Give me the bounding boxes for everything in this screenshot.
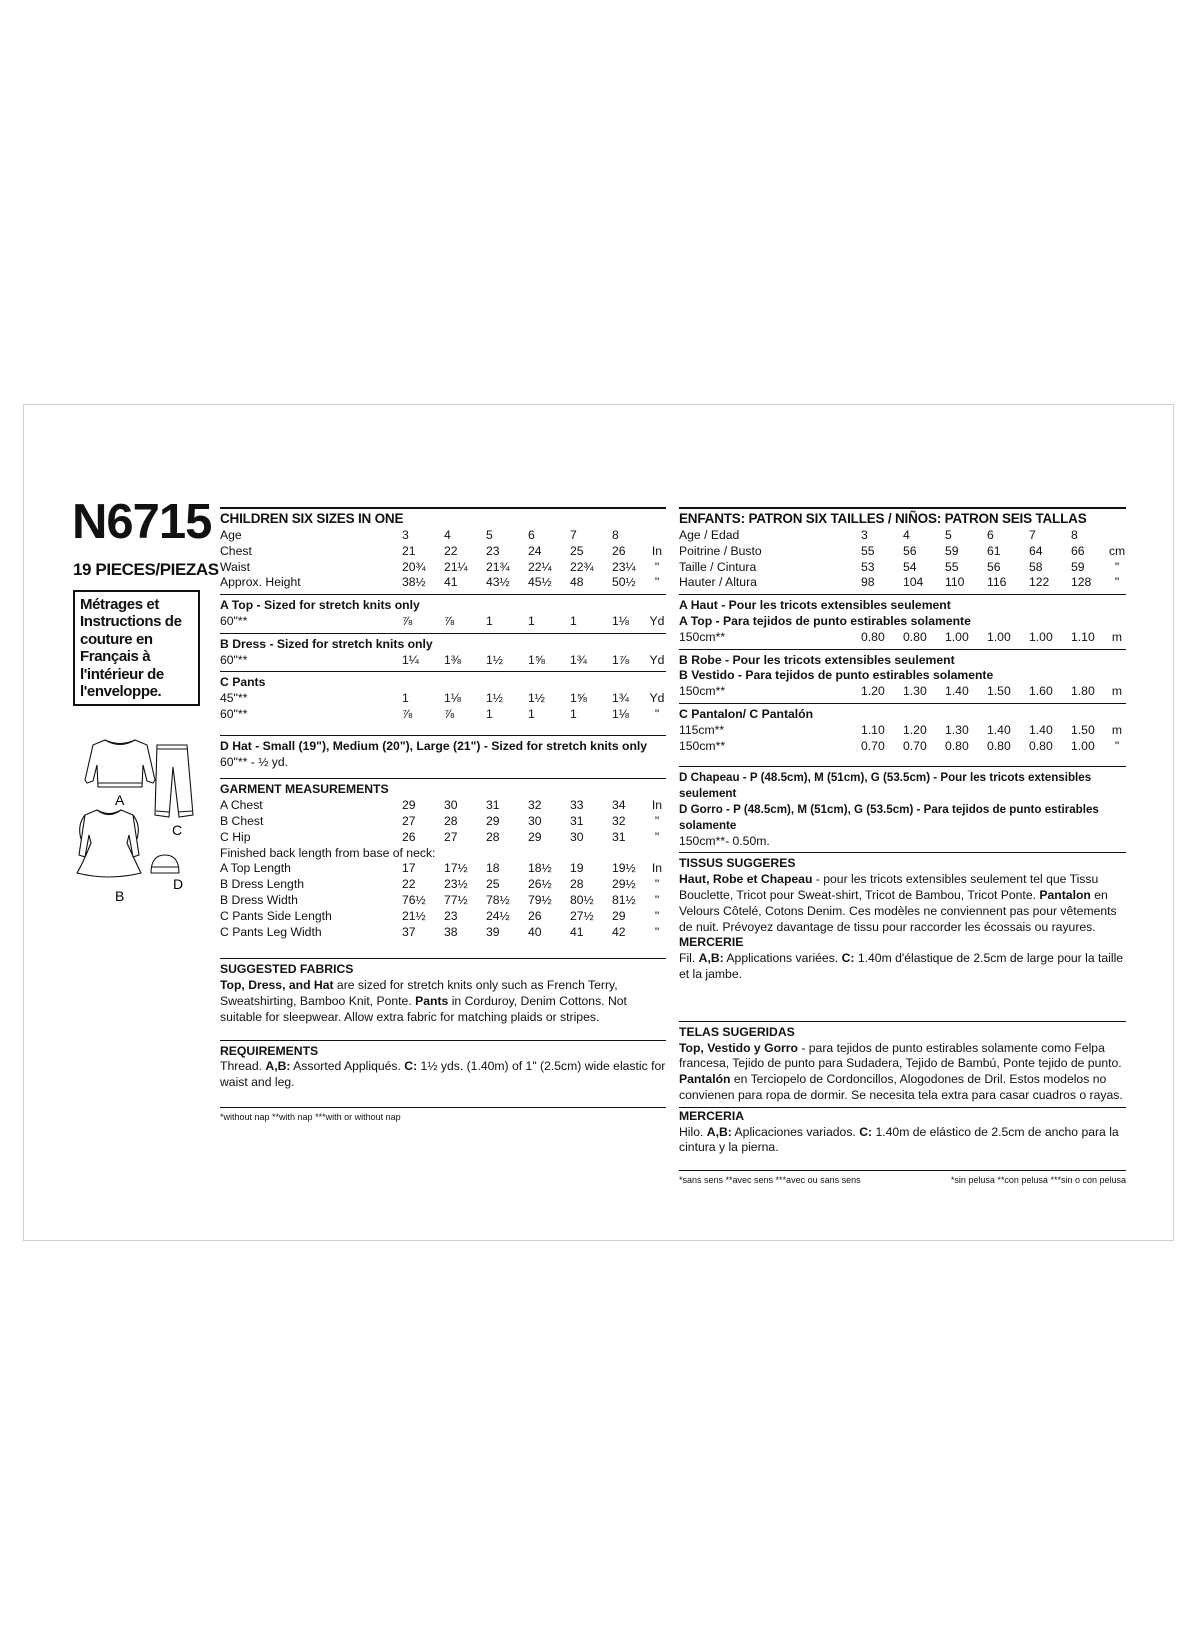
english-title: CHILDREN SIX SIZES IN ONE: [220, 507, 666, 527]
hat-metrage-line: 150cm**- 0.50m.: [679, 833, 770, 848]
back-length-note: Finished back length from base of neck:: [220, 845, 436, 860]
view-a-yardage: [220, 594, 666, 630]
section-title: D Hat - Small (19"), Medium (20"), Large (21") - Sized for stretch knits only: [220, 738, 648, 753]
table-row: B Dress Length 22 23½ 25 26½ 28 29½ ": [220, 877, 660, 892]
telas-text: Top, Vestido y Gorro - para tejidos de punto estirables solamente como Felpa francesa, Tejido de punto para Sudadera, Tejido de Bambú, Ponte tejido de punto. Pantalón en Terciopelo de Cordoncillos, Alogodones de Dril. Estos modelos no convienen para ropa de dormir. Se necesita tela extra para casar cuadros o rayas.: [679, 1040, 1123, 1102]
tissus-suggeres: [679, 852, 1126, 982]
table-row: 150cm** 1.20 1.30 1.40 1.50 1.60 1.80 m: [679, 684, 1123, 699]
view-a-sweatshirt-drawing: [85, 740, 155, 787]
view-c-label: C: [172, 822, 183, 838]
table-row: C Hip 26 27 28 29 30 31 ": [220, 829, 660, 844]
suggested-fabrics: [220, 958, 666, 1025]
size-chart-metric: [679, 528, 1126, 591]
french-note-box: Métrages et Instructions de couture en Français à l'intérieur de l'enveloppe.: [73, 590, 200, 706]
view-d-hat-drawing: [151, 855, 179, 873]
table-row: Taille / Cintura 53 54 55 56 58 59 ": [679, 559, 1120, 574]
section-title: SUGGESTED FABRICS: [220, 962, 354, 977]
table-row: 60"** 1¼ 1⅜ 1½ 1⅝ 1¾ 1⅞ Yd: [220, 652, 665, 667]
view-b-dress-drawing: [77, 810, 141, 877]
table-row: C Pants Side Length 21½ 23 24½ 26 27½ 29 ": [220, 908, 660, 923]
table-row: 150cm** 0.80 0.80 1.00 1.00 1.00 1.10 m: [679, 629, 1123, 644]
french-spanish-column: [679, 507, 1126, 1188]
table-row: Waist 20¾ 21¼ 21¾ 22¼ 22¾ 23¼ ": [220, 559, 660, 574]
view-b-label: B: [115, 888, 125, 904]
english-column: [220, 507, 666, 1125]
pattern-code: N6715: [72, 495, 212, 549]
merceria-text: Hilo. A,B: Aplicaciones variados. C: 1.40m de elástico de 2.5cm de ancho para la cintura y la pierna.: [679, 1124, 1119, 1155]
table-row: B Dress Width 76½ 77½ 78½ 79½ 80½ 81½ ": [220, 892, 660, 907]
table-row: Approx. Height 38½ 41 43½ 45½ 48 50½ ": [220, 575, 660, 590]
view-c-yardage: [220, 671, 666, 722]
section-title: B Robe - Pour les tricots extensibles seulement: [679, 652, 955, 667]
fabrics-text: Top, Dress, and Hat are sized for stretch knits only such as French Terry, Sweatshirting, Bamboo Knit, Ponte. Pants in Corduroy, Denim Cottons. Not suitable for sleepwear. Allow extra fabric for matching plaids or stripes.: [220, 978, 627, 1024]
view-a-metrage: [679, 594, 1126, 645]
view-d-metrage: [679, 766, 1126, 849]
table-row: B Chest 27 28 29 30 31 32 ": [220, 813, 660, 828]
table-row: A Chest 29 30 31 32 33 34 In: [220, 798, 663, 813]
requirements: [220, 1040, 666, 1091]
size-chart: [220, 528, 666, 591]
section-title: A Top - Sized for stretch knits only: [220, 598, 420, 613]
table-row: Age / Edad 3 4 5 6 7 8: [679, 528, 1078, 542]
section-title-es: D Gorro - P (48.5cm), M (51cm), G (53.5cm) - Para tejidos de punto estirables solamente: [679, 802, 1099, 832]
table-row: 115cm** 1.10 1.20 1.30 1.40 1.40 1.50 m: [679, 722, 1123, 737]
footnote: *without nap **with nap ***with or without nap: [220, 1107, 666, 1125]
section-title: MERCERIE: [679, 935, 744, 950]
hat-yardage-line: 60"** - ½ yd.: [220, 754, 289, 769]
requirements-text: Thread. A,B: Assorted Appliqués. C: 1½ yds. (1.40m) of 1" (2.5cm) wide elastic for waist and leg.: [220, 1059, 666, 1090]
table-row: 150cm** 0.70 0.70 0.80 0.80 0.80 1.00 ": [679, 738, 1120, 753]
view-c-pants-drawing: [155, 745, 193, 817]
pieces-count: 19 PIECES/PIEZAS: [73, 560, 219, 579]
mercerie-text: Fil. A,B: Applications variées. C: 1.40m d'élastique de 2.5cm de large pour la taille et la jambe.: [679, 951, 1124, 981]
view-b-metrage: [679, 649, 1126, 700]
table-row: 60"** ⅞ ⅞ 1 1 1 1⅛ ": [220, 706, 660, 721]
table-row: Hauter / Altura 98 104 110 116 122 128 ": [679, 575, 1120, 590]
garment-illustrations: [75, 735, 205, 960]
tissus-text: Haut, Robe et Chapeau - pour les tricots extensibles seulement tel que Tissu Bouclette, Tricot pour Sweat-shirt, Tricot de Bambou, Tricot Ponte. Pantalon en Velours Côtelé, Cotons Denim. Ces modèles ne conviennent pas pour vêtements de nuit. Prévoyez davantage de tissu pour raccorder les écossais ou rayures.: [679, 872, 1117, 934]
telas-sugeridas: [679, 1021, 1126, 1156]
table-row: C Pants Leg Width 37 38 39 40 41 42 ": [220, 924, 660, 939]
section-title: REQUIREMENTS: [220, 1043, 319, 1058]
table-row: 45"** 1 1⅛ 1½ 1½ 1⅝ 1¾ Yd: [220, 691, 665, 706]
section-title: C Pants: [220, 675, 266, 690]
section-title: D Chapeau - P (48.5cm), M (51cm), G (53.5cm) - Pour les tricots extensibles seulement: [679, 771, 1092, 801]
section-title: GARMENT MEASUREMENTS: [220, 782, 389, 797]
view-a-label: A: [115, 792, 125, 808]
table-row: A Top Length 17 17½ 18 18½ 19 19½ In: [220, 861, 663, 876]
section-title-es: B Vestido - Para tejidos de punto estirables solamente: [679, 668, 994, 683]
section-title: B Dress - Sized for stretch knits only: [220, 636, 433, 651]
section-title-es: A Top - Para tejidos de punto estirables solamente: [679, 613, 971, 628]
section-title: TISSUS SUGGERES: [679, 856, 796, 871]
table-row: Chest 21 22 23 24 25 26 In: [220, 543, 663, 558]
section-title: C Pantalon/ C Pantalón: [679, 706, 814, 721]
view-c-metrage: [679, 703, 1126, 754]
table-row: 60"** ⅞ ⅞ 1 1 1 1⅛ Yd: [220, 613, 665, 628]
french-title: ENFANTS: PATRON SIX TAILLES / NIÑOS: PATRON SEIS TALLAS: [679, 507, 1126, 527]
section-title: TELAS SUGERIDAS: [679, 1024, 795, 1039]
section-title: MERCERIA: [679, 1107, 1126, 1125]
section-title: A Haut - Pour les tricots extensibles seulement: [679, 598, 951, 613]
table-row: Poitrine / Busto 55 56 59 61 64 66 cm: [679, 543, 1126, 558]
table-row: Age 3 4 5 6 7 8: [220, 528, 619, 542]
garment-measurements: [220, 778, 666, 940]
view-b-yardage: [220, 633, 666, 669]
view-d-yardage: [220, 735, 666, 771]
view-d-label: D: [173, 876, 184, 892]
footnote: *sans sens **avec sens ***avec ou sans sens *sin pelusa **con pelusa ***sin o con pelusa: [679, 1170, 1126, 1188]
